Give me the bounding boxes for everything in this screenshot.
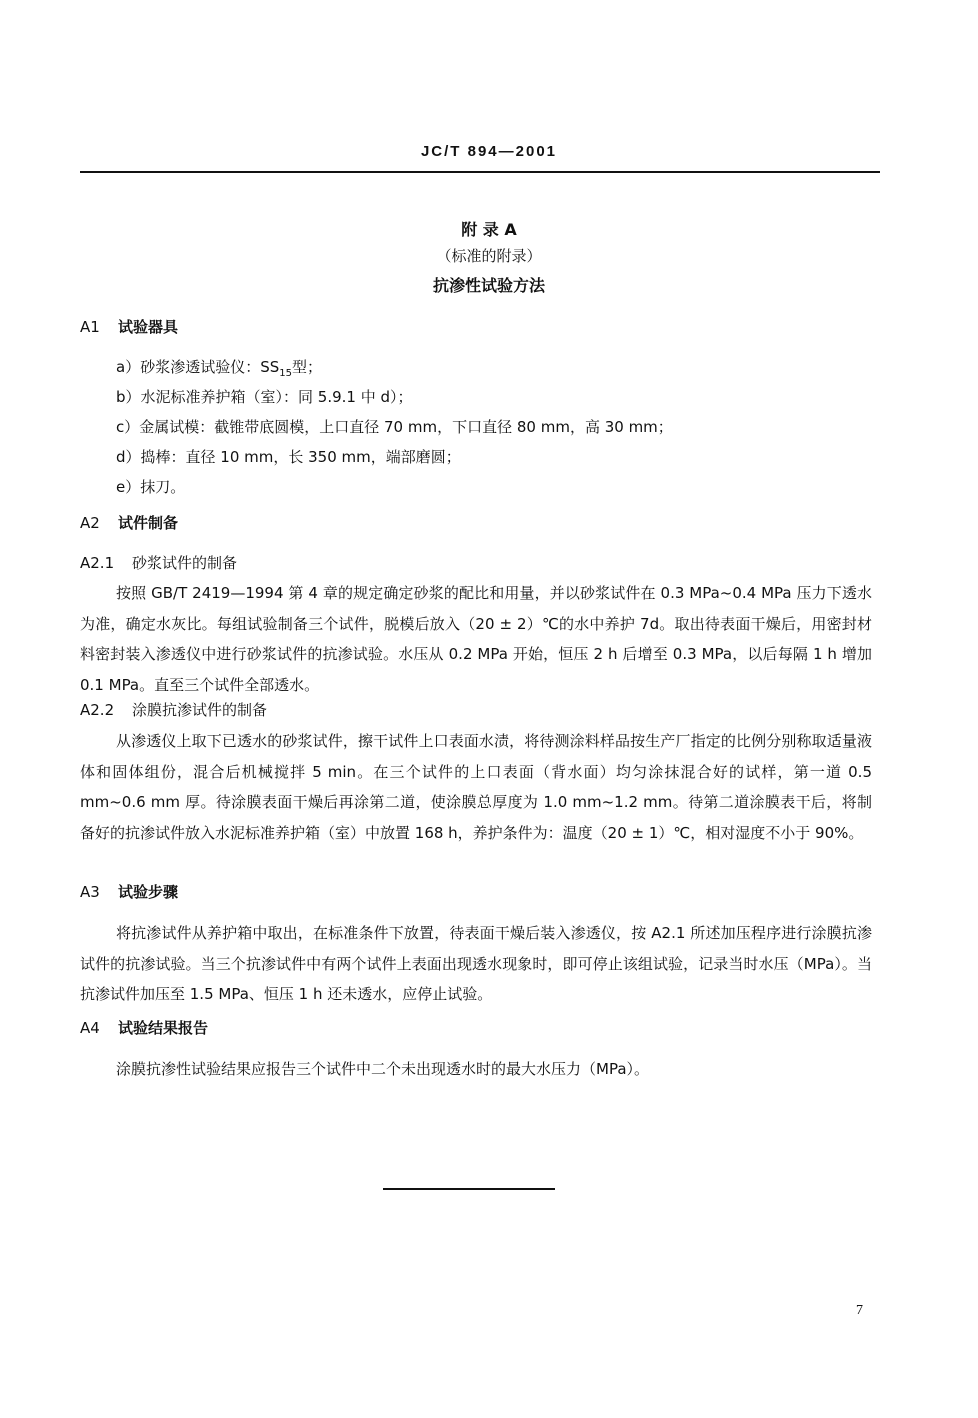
item-subscript: 15 <box>279 368 292 379</box>
section-a3-heading <box>80 881 178 902</box>
subsection-number: A2.1 <box>80 554 115 572</box>
section-a22-paragraph: 从渗透仪上取下已透水的砂浆试件，擦干试件上口表面水渍，将待测涂料样品按生产厂指定的比例分别称取适量液体和固体组份，混合后机械搅拌 5 min。在三个试件的上口表面（背水面）均匀涂抹混合好的试样，第一道 0.5 mm~0.6 mm 厚。待涂膜表面干燥后再涂第二道，使涂膜总厚度为 1.0 mm~1.2 mm。待第二道涂膜表干后，将制备好的抗渗试件放入水泥标准养护箱（室）中放置 168 h，养护条件为：温度（20 ± 1）℃，相对湿度不小于 90%。 <box>80 732 872 842</box>
section-number: A3 <box>80 883 100 901</box>
appendix-name: 抗渗性试验方法 <box>432 276 545 295</box>
section-title: 试验步骤 <box>118 883 179 901</box>
header-rule <box>80 171 880 173</box>
section-a4-heading <box>80 1017 208 1038</box>
appendix-title: 附 录 A <box>461 220 517 239</box>
section-a1-heading <box>80 316 178 337</box>
section-title: 试验器具 <box>118 318 179 336</box>
section-a2-heading <box>80 512 178 533</box>
section-a4-paragraph: 涂膜抗渗性试验结果应报告三个试件中二个未出现透水时的最大水压力（MPa）。 <box>116 1060 650 1078</box>
appendix-subtitle: （标准的附录） <box>436 247 542 265</box>
section-title: 试件制备 <box>118 514 179 532</box>
item-text: a）砂浆渗透试验仪：SS <box>116 358 280 376</box>
section-a3-paragraph: 将抗渗试件从养护箱中取出，在标准条件下放置，待表面干燥后装入渗透仪，按 A2.1 所述加压程序进行涂膜抗渗试件的抗渗试验。当三个抗渗试件中有两个试件上表面出现透水现象时，即可停止该组试验，记录当时水压（MPa）。当抗渗试件加压至 1.5 MPa、恒压 1 h 还未透水，应停止试验。 <box>80 924 872 1003</box>
list-item-b: b）水泥标准养护箱（室）：同 5.9.1 中 d）； <box>116 388 413 406</box>
subsection-title: 涂膜抗渗试件的制备 <box>132 701 268 719</box>
end-rule <box>383 1188 555 1190</box>
page-number: 7 <box>856 1303 863 1318</box>
section-a21-paragraph: 按照 GB/T 2419—1994 第 4 章的规定确定砂浆的配比和用量，并以砂浆试件在 0.3 MPa~0.4 MPa 压力下透水为准，确定水灰比。每组试验制备三个试件，脱模后放入（20 ± 2）℃的水中养护 7d。取出待表面干燥后，用密封材料密封装入渗透仪中进行砂浆试件的抗渗试验。水压从 0.2 MPa 开始，恒压 2 h 后增至 0.3 MPa，以后每隔 1 h 增加 0.1 MPa。直至三个试件全部透水。 <box>80 584 872 694</box>
section-title: 试验结果报告 <box>118 1019 209 1037</box>
subsection-number: A2.2 <box>80 701 115 719</box>
section-a21-heading <box>80 552 237 573</box>
list-item-e: e）抹刀。 <box>116 478 186 496</box>
section-number: A1 <box>80 318 100 336</box>
standard-code: JC/T 894—2001 <box>420 143 558 160</box>
subsection-title: 砂浆试件的制备 <box>132 554 238 572</box>
list-item-a <box>116 356 322 379</box>
section-number: A4 <box>80 1019 100 1037</box>
list-item-d: d）捣棒：直径 10 mm，长 350 mm，端部磨圆； <box>116 448 461 466</box>
section-number: A2 <box>80 514 100 532</box>
list-item-c: c）金属试模：截锥带底圆模，上口直径 70 mm，下口直径 80 mm，高 30 mm； <box>116 418 673 436</box>
section-a22-heading <box>80 699 267 720</box>
item-text-suffix: 型； <box>291 358 322 376</box>
